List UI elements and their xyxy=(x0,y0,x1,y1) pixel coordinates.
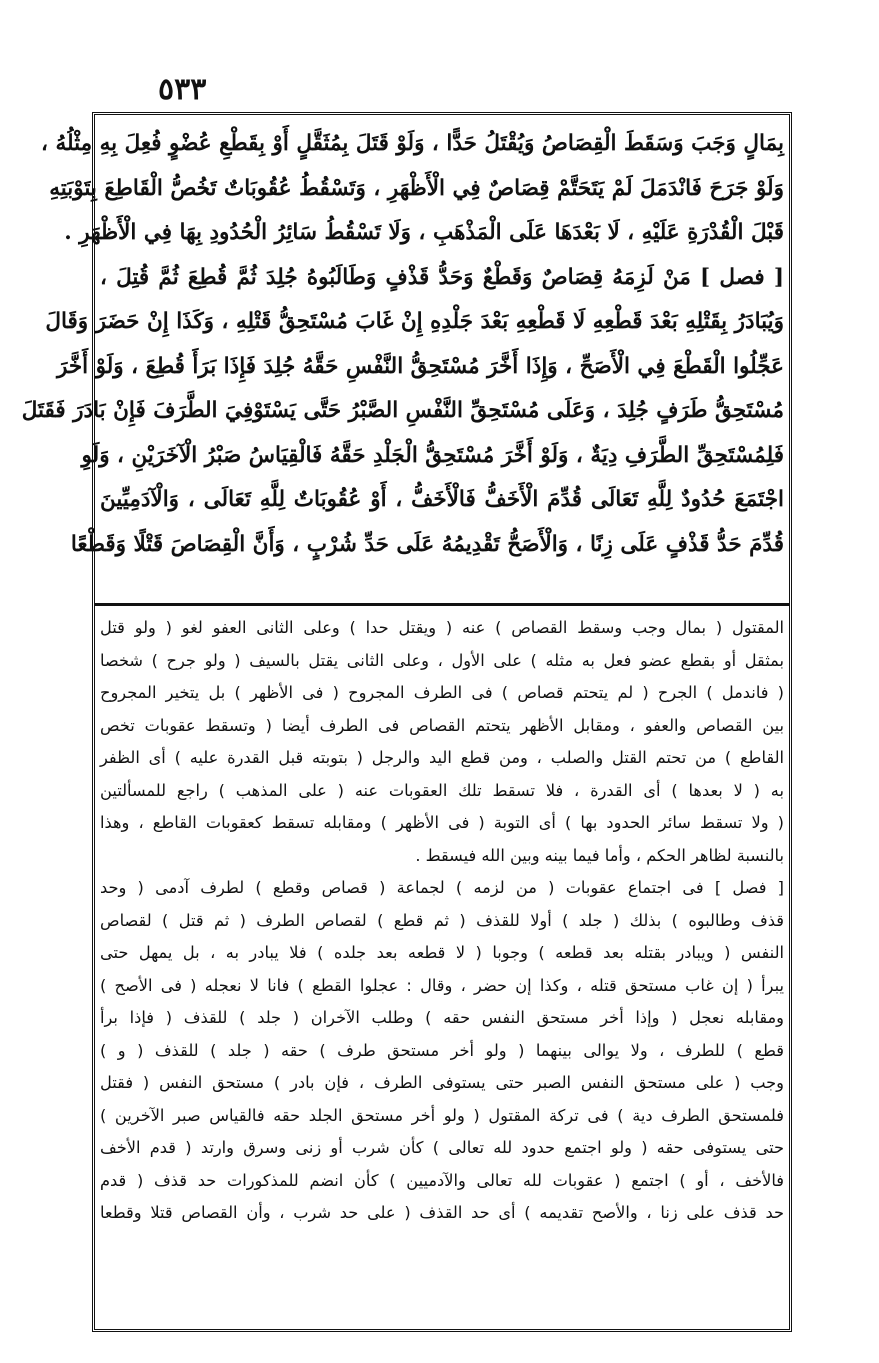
sharh-line: ( ولا تسقط سائر الحدود بها ) أى التوبة ( فى الأظهر ) ومقابله تسقط كعقوبات القاطع ، وهذا xyxy=(100,813,784,832)
sharh-line: قذف وطالبوه ) بذلك ( جلد ) أولا للقذف ( ثم قطع ) لقصاص الطرف ( ثم قتل ) لقصاص xyxy=(100,910,784,930)
sharh-line: ومقابله نعجل ( وإذا أخر مستحق النفس حقه ) وطلب الآخران ( جلد ) للقذف ( فإذا برأ xyxy=(100,1008,784,1027)
matn-line: وَيُبَادَرُ بِقَتْلِهِ بَعْدَ قَطْعِهِ لَا قَطْعِهِ بَعْدَ جَلْدِهِ إِنْ غَابَ مُسْتَحِقُّ قَتْلِهِ ، وَكَذَا إِنْ حَضَرَ وَقَالَ xyxy=(45,309,784,334)
matn-line: اجْتَمَعَ حُدُودٌ لِلَّهِ تَعَالَى قُدِّمَ الْأَخَفُّ فَالْأَخَفُّ ، أَوْ عُقُوبَاتٌ لِلَّهِ تَعَالَى ، وَالْآدَمِيِّينَ xyxy=(100,487,784,512)
sharh-line: النفس ( ويبادر بقتله بعد قطعه ) وجوبا ( لا قطعه بعد جلده ) فلا يبادر به ، بل يمهل حتى xyxy=(100,943,784,962)
sharh-text-block xyxy=(100,612,784,1327)
sharh-line: حد قذف على زنا ، والأصح تقديمه ) أى حد القذف ( على حد شرب ، وأن القصاص قتلا وقطعا xyxy=(100,1203,784,1222)
sharh-line: القاطع ) من تحتم القتل والصلب ، ومن قطع اليد والرجل ( بتوبته قبل القدرة عليه ) أى الظفر xyxy=(100,748,784,767)
page-number: ٥٣٣ xyxy=(158,72,207,107)
sharh-line: حتى يستوفى حقه ( ولو اجتمع حدود لله تعالى ) كأن شرب أو زنى وسرق وارتد ( قدم الأخف xyxy=(100,1138,784,1157)
sharh-line: وجب ( على مستحق النفس الصبر حتى يستوفى الطرف ، فإن بادر ) مستحق النفس ( فقتل xyxy=(100,1073,784,1092)
matn-line: [ فصل ] مَنْ لَزِمَهُ قِصَاصٌ وَقَطْعٌ وَحَدُّ قَذْفٍ وَطَالَبُوهُ جُلِدَ ثُمَّ قُطِعَ ثُمَّ قُتِلَ ، xyxy=(100,264,784,290)
matn-text-block xyxy=(21,122,784,600)
sharh-line: بين القصاص والعفو ، ومقابل الأظهر يتحتم القصاص فى الطرف أيضا ( وتسقط عقوبات تخص xyxy=(100,715,784,735)
sharh-line: [ فصل ] فى اجتماع عقوبات ( من لزمه ) لجماعة ( قصاص وقطع ) لطرف آدمى ( وحد xyxy=(100,878,784,897)
section-divider xyxy=(95,603,789,606)
sharh-line: به ( لا بعدها ) أى القدرة ، فلا تسقط تلك العقوبات عنه ( على المذهب ) راجع للمسألتين xyxy=(100,780,784,800)
matn-line: قُدِّمَ حَدُّ قَذْفٍ عَلَى زِنًا ، وَالْأَصَحُّ تَقْدِيمُهُ عَلَى حَدِّ شُرْبٍ ، وَأَنَّ الْقِصَاصَ قَتْلًا وَقَطْعًا xyxy=(70,531,784,557)
sharh-line: بمثقل أو بقطع عضو فعل به مثله ) على الأول ، وعلى الثانى يقتل بالسيف ( ولو جرح ) شخصا xyxy=(100,650,784,670)
matn-line: وَلَوْ جَرَحَ فَانْدَمَلَ لَمْ يَتَحَتَّمْ قِصَاصٌ فِي الْأَظْهَرِ ، وَتَسْقُطُ عُقُوبَاتٌ تَخُصُّ الْقَاطِعَ بِتَوْبَتِهِ xyxy=(49,175,784,201)
matn-line: عَجِّلُوا الْقَطْعَ فِي الْأَصَحِّ ، وَإِذَا أَخَّرَ مُسْتَحِقُّ النَّفْسِ حَقَّهُ جُلِدَ فَإِذَا بَرَأَ قُطِعَ ، وَلَوْ أَخَّرَ xyxy=(56,353,784,379)
matn-line: قَبْلَ الْقُدْرَةِ عَلَيْهِ ، لَا بَعْدَهَا عَلَى الْمَذْهَبِ ، وَلَا تَسْقُطُ سَائِرُ الْحُدُودِ بِهَا فِي الْأَظْهَرِ . xyxy=(64,220,784,245)
sharh-line: فلمستحق الطرف دية ) فى تركة المقتول ( ولو أخر مستحق الجلد حقه فالقياس صبر الآخرين ) xyxy=(100,1105,784,1125)
matn-line: بِمَالٍ وَجَبَ وَسَقَطَ الْقِصَاصُ وَيُقْتَلُ حَدًّا ، وَلَوْ قَتَلَ بِمُثَقَّلٍ أَوْ بِقَطْعِ عُضْوٍ فُعِلَ بِهِ مِثْلُهُ ، xyxy=(41,131,784,156)
matn-line: فَلِمُسْتَحِقِّ الطَّرَفِ دِيَةٌ ، وَلَوْ أَخَّرَ مُسْتَحِقُّ الْجَلْدِ حَقَّهُ فَالْقِيَاسُ صَبْرُ الْآخَرَيْنِ ، وَلَوِ xyxy=(81,442,784,468)
sharh-line: المقتول ( بمال وجب وسقط القصاص ) عنه ( ويقتل حدا ) وعلى الثانى العفو لغو ( ولو قتل xyxy=(100,618,784,637)
sharh-line: بالنسبة لظاهر الحكم ، وأما فيما بينه وبين الله فيسقط . xyxy=(415,845,784,865)
matn-line: مُسْتَحِقُّ طَرَفٍ جُلِدَ ، وَعَلَى مُسْتَحِقِّ النَّفْسِ الصَّبْرُ حَتَّى يَسْتَوْفِيَ الطَّرَفَ فَإِنْ بَادَرَ فَقَتَلَ xyxy=(21,398,784,423)
sharh-line: يبرأ ( إن غاب مستحق قتله ، وكذا إن حضر ، وقال : عجلوا القطع ) فانا لا نعجله ( فى الأصح ) xyxy=(100,975,784,995)
sharh-line: قطع ) للطرف ، ولا يوالى بينهما ( ولو أخر مستحق طرف ) حقه ( جلد ) للقذف ( و ) xyxy=(100,1040,784,1060)
sharh-line: فالأخف ، أو ) اجتمع ( عقوبات لله تعالى والآدميين ) كأن انضم للمذكورات حد قذف ( قدم xyxy=(100,1170,784,1190)
sharh-line: ( فاندمل ) الجرح ( لم يتحتم قصاص ) فى الطرف المجروح ( فى الأظهر ) بل يتخير المجروح xyxy=(100,683,784,702)
